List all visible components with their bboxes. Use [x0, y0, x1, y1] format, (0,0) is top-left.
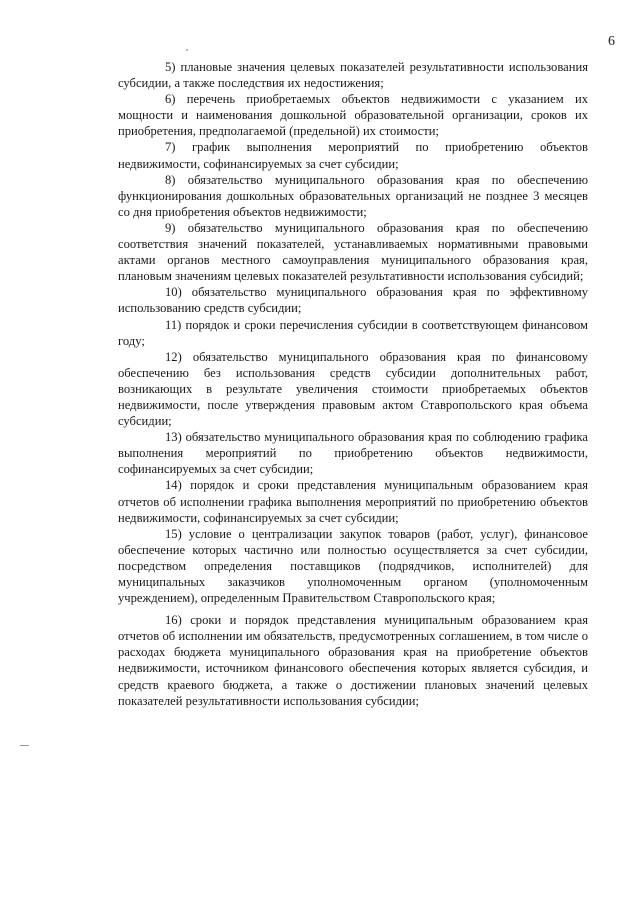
list-item-9: 9) обязательство муниципального образования края по обеспечению соответствия значений показателей, устанавливаемых нормативными правовыми актами органов местного самоуправления муниципального образования края, плановым значениям целевых показателей результативности использования субсидий;	[118, 220, 588, 284]
scan-artifact-dot	[186, 49, 188, 51]
list-item-5: 5) плановые значения целевых показателей результативности использования субсидии, а также последствия их недостижения;	[118, 60, 588, 91]
list-item-15: 15) условие о централизации закупок товаров (работ, услуг), финансовое обеспечение которых частично или полностью осуществляется за счет субсидии, посредством определения поставщиков (подрядчиков, исполнителей) для муниципальных заказчиков уполномоченным органом (уполномоченным учреждением), определенным Правительством Ставропольского края;	[118, 526, 588, 606]
list-item-13: 13) обязательство муниципального образования края по соблюдению графика выполнения мероприятий по приобретению объектов недвижимости, софинансируемых за счет субсидии;	[118, 430, 588, 477]
list-item-16: 16) сроки и порядок представления муниципальным образованием края отчетов об исполнении им обязательств, предусмотренных соглашением, в том числе о расходах бюджета муниципального образования края на приобретение объектов недвижимости, источником финансового обеспечения которых является субсидия, и средств краевого бюджета, а также о достижении плановых значений целевых показателей результативности использования субсидии;	[118, 613, 588, 708]
list-item-8: 8) обязательство муниципального образования края по обеспечению функционирования дошкольных образовательных организаций не позднее 3 месяцев со дня приобретения объектов недвижимости;	[118, 172, 588, 219]
page-number: 6	[608, 34, 615, 49]
list-item-7: 7) график выполнения мероприятий по приобретению объектов недвижимости, софинансируемых за счет субсидии;	[118, 140, 588, 171]
list-item-12: 12) обязательство муниципального образования края по финансовому обеспечению без использования средств субсидии дополнительных работ, возникающих в результате увеличения стоимости приобретаемых объектов недвижимости, после утверждения правовым актом Ставропольского края объема субсидии;	[118, 349, 588, 429]
list-item-6: 6) перечень приобретаемых объектов недвижимости с указанием их мощности и наименования дошкольной образовательной организации, сроков их приобретения, предполагаемой (предельной) их стоимости;	[118, 92, 588, 139]
document-body	[118, 59, 588, 709]
list-item-14: 14) порядок и сроки представления муниципальным образованием края отчетов об исполнении графика выполнения мероприятий по приобретению объектов недвижимости, софинансируемых за счет субсидии;	[118, 478, 588, 525]
list-item-11: 11) порядок и сроки перечисления субсидии в соответствующем финансовом году;	[118, 317, 588, 348]
scan-artifact-mark	[20, 745, 29, 746]
list-item-10: 10) обязательство муниципального образования края по эффективному использованию средств субсидии;	[118, 285, 588, 316]
